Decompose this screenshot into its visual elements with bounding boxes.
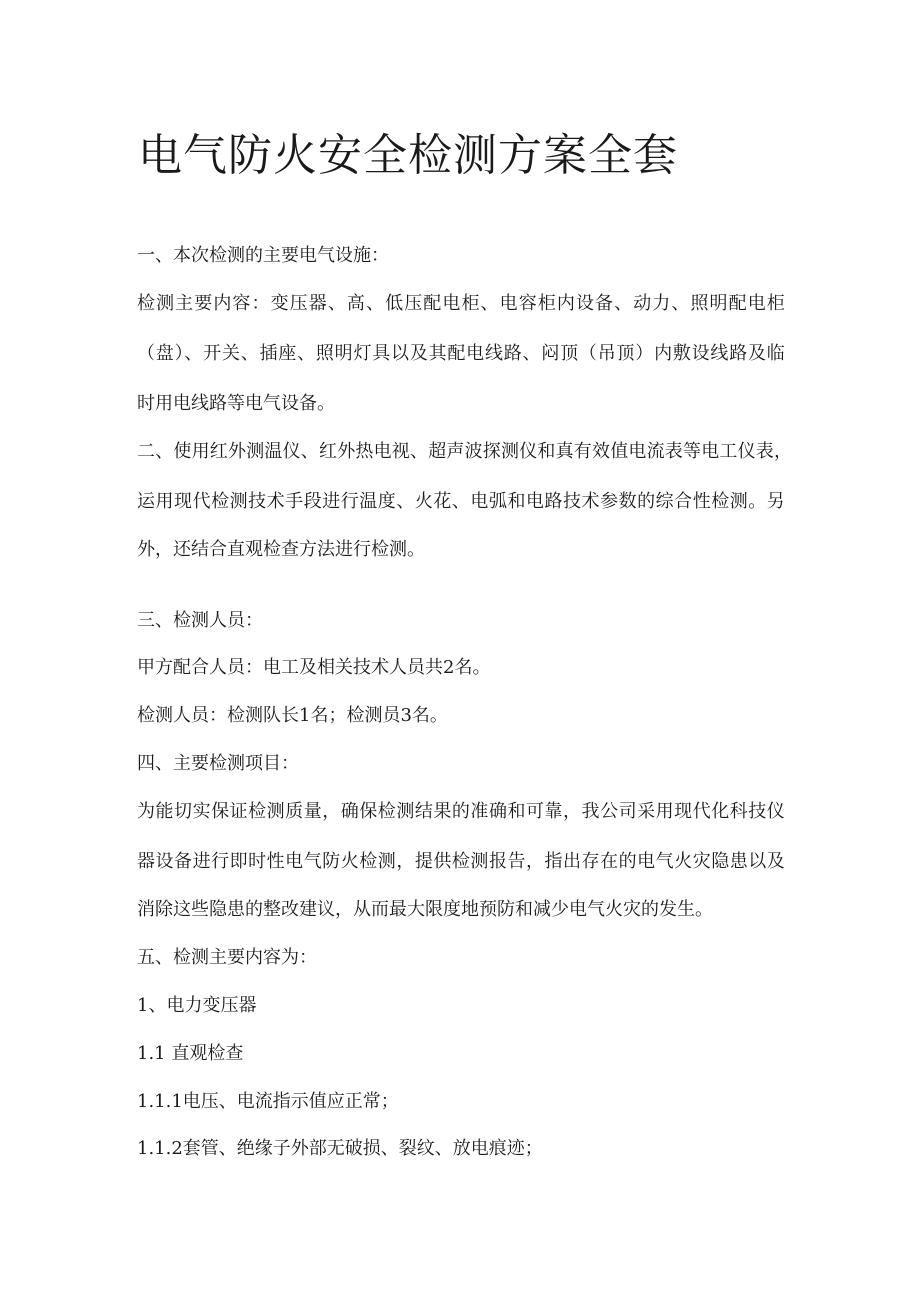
list-item: 1.1.2套管、绝缘子外部无破损、裂纹、放电痕迹； [137, 1138, 543, 1159]
paragraph-line: 检测人员：检测队长1名；检测员3名。 [137, 705, 448, 726]
section-heading-4: 四、主要检测项目： [137, 753, 299, 774]
document-title: 电气防火安全检测方案全套 [138, 130, 678, 181]
paragraph-line: 甲方配合人员：电工及相关技术人员共2名。 [137, 657, 491, 678]
paragraph-line: 外，还结合直观检查方法进行检测。 [137, 539, 425, 560]
section-heading-3: 三、检测人员： [137, 610, 263, 631]
paragraph-line: 时用电线路等电气设备。 [137, 393, 335, 414]
subsection-heading: 1.1 直观检查 [137, 1043, 244, 1064]
section-heading-1: 一、本次检测的主要电气设施： [137, 245, 389, 266]
paragraph-line: 消除这些隐患的整改建议，从而最大限度地预防和减少电气火灾的发生。 [137, 899, 713, 920]
paragraph-line: 器设备进行即时性电气防火检测，提供检测报告，指出存在的电气火灾隐患以及 [137, 851, 785, 872]
subsection-heading: 1、电力变压器 [137, 995, 257, 1016]
section-heading-2: 二、使用红外测温仪、红外热电视、超声波探测仪和真有效值电流表等电工仪表， [137, 441, 793, 462]
paragraph-line: 为能切实保证检测质量，确保检测结果的准确和可靠，我公司采用现代化科技仪 [137, 801, 785, 822]
paragraph-line: 检测主要内容：变压器、高、低压配电柜、电容柜内设备、动力、照明配电柜 [137, 293, 785, 314]
paragraph-line: 运用现代检测技术手段进行温度、火花、电弧和电路技术参数的综合性检测。另 [137, 491, 785, 512]
section-heading-5: 五、检测主要内容为： [137, 947, 317, 968]
paragraph-line: （盘）、开关、插座、照明灯具以及其配电线路、闷顶（吊顶）内敷设线路及临 [137, 343, 785, 364]
list-item: 1.1.1电压、电流指示值应正常； [137, 1091, 399, 1112]
